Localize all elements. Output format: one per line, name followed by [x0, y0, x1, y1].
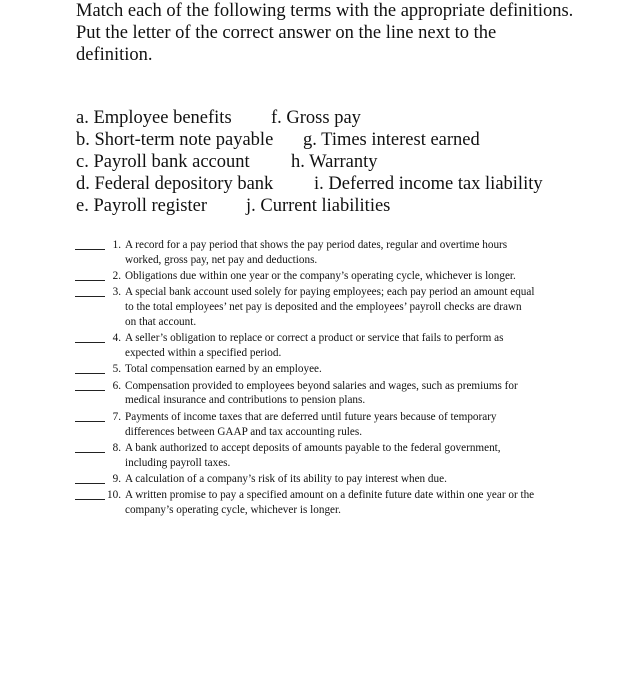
- definition-number: 3.: [112, 286, 121, 299]
- definition-text: A special bank account used solely for paying employees; each pay period an amount equal to the total employees’ net pay is deposited and the employees’ payroll checks are drawn on that account.: [125, 286, 535, 328]
- answer-blank[interactable]: [75, 441, 105, 453]
- definition-number: 10.: [107, 489, 121, 502]
- answer-blank[interactable]: [75, 472, 105, 484]
- definition-row: [75, 269, 535, 284]
- definition-number: 7.: [112, 410, 121, 423]
- definition-text: A seller’s obligation to replace or correct a product or service that fails to perform as expected within a specified period.: [125, 332, 504, 360]
- answer-blank[interactable]: [75, 331, 105, 343]
- term-e: e. Payroll register: [76, 196, 207, 216]
- definition-number: 1.: [112, 239, 121, 251]
- answer-blank[interactable]: [75, 410, 105, 422]
- term-a: a. Employee benefits: [76, 108, 232, 128]
- term-f: f. Gross pay: [271, 108, 361, 128]
- definition-row: [75, 285, 535, 329]
- definitions-list: [75, 238, 535, 519]
- definition-row: [75, 331, 535, 361]
- definition-text: A record for a pay period that shows the pay period dates, regular and overtime hours worked, gross pay, net pay and deductions.: [125, 239, 508, 266]
- instructions-text: Match each of the following terms with the appropriate definitions. Put the letter of the correct answer on the line next to the definition.: [76, 1, 574, 65]
- definition-text: A bank authorized to accept deposits of amounts payable to the federal government, including payroll taxes.: [125, 441, 501, 469]
- definition-number: 8.: [112, 441, 121, 454]
- term-d: d. Federal depository bank: [76, 174, 274, 194]
- answer-blank[interactable]: [75, 238, 105, 250]
- term-i: i. Deferred income tax liability: [314, 174, 543, 194]
- term-g: g. Times interest earned: [303, 130, 480, 150]
- term-j: j. Current liabilities: [246, 196, 391, 216]
- answer-blank[interactable]: [75, 269, 105, 281]
- term-c: c. Payroll bank account: [76, 152, 250, 172]
- term-row: [76, 174, 616, 196]
- definition-number: 2.: [112, 270, 121, 283]
- definition-text: Compensation provided to employees beyond salaries and wages, such as premiums for medical insurance and contributions to pension plans.: [125, 379, 518, 407]
- definition-row: [75, 472, 535, 487]
- terms-list: [76, 108, 616, 218]
- term-row: [76, 196, 616, 218]
- definition-row: [75, 362, 535, 377]
- definition-number: 4.: [112, 332, 121, 345]
- term-row: [76, 130, 616, 152]
- definition-text: Obligations due within one year or the company’s operating cycle, whichever is longer.: [125, 270, 516, 283]
- definition-text: Payments of income taxes that are deferred until future years because of temporary differences between GAAP and tax accounting rules.: [125, 410, 497, 438]
- answer-blank[interactable]: [75, 379, 105, 391]
- definition-row: [75, 488, 535, 518]
- definition-text: A calculation of a company’s risk of its ability to pay interest when due.: [125, 472, 447, 485]
- term-row: [76, 108, 616, 130]
- definition-number: 5.: [112, 363, 121, 376]
- definition-number: 6.: [112, 379, 121, 392]
- answer-blank[interactable]: [75, 285, 105, 297]
- term-b: b. Short-term note payable: [76, 130, 274, 150]
- answer-blank[interactable]: [75, 488, 105, 500]
- definition-row: [75, 410, 535, 440]
- term-h: h. Warranty: [291, 152, 378, 172]
- definition-text: A written promise to pay a specified amount on a definite future date within one year or the company’s operating cycle, whichever is longer.: [125, 489, 535, 517]
- answer-blank[interactable]: [75, 362, 105, 374]
- definition-number: 9.: [112, 472, 121, 485]
- definition-row: [75, 238, 535, 268]
- definition-row: [75, 379, 535, 409]
- definition-row: [75, 441, 535, 471]
- term-row: [76, 152, 616, 174]
- definition-text: Total compensation earned by an employee.: [125, 363, 322, 376]
